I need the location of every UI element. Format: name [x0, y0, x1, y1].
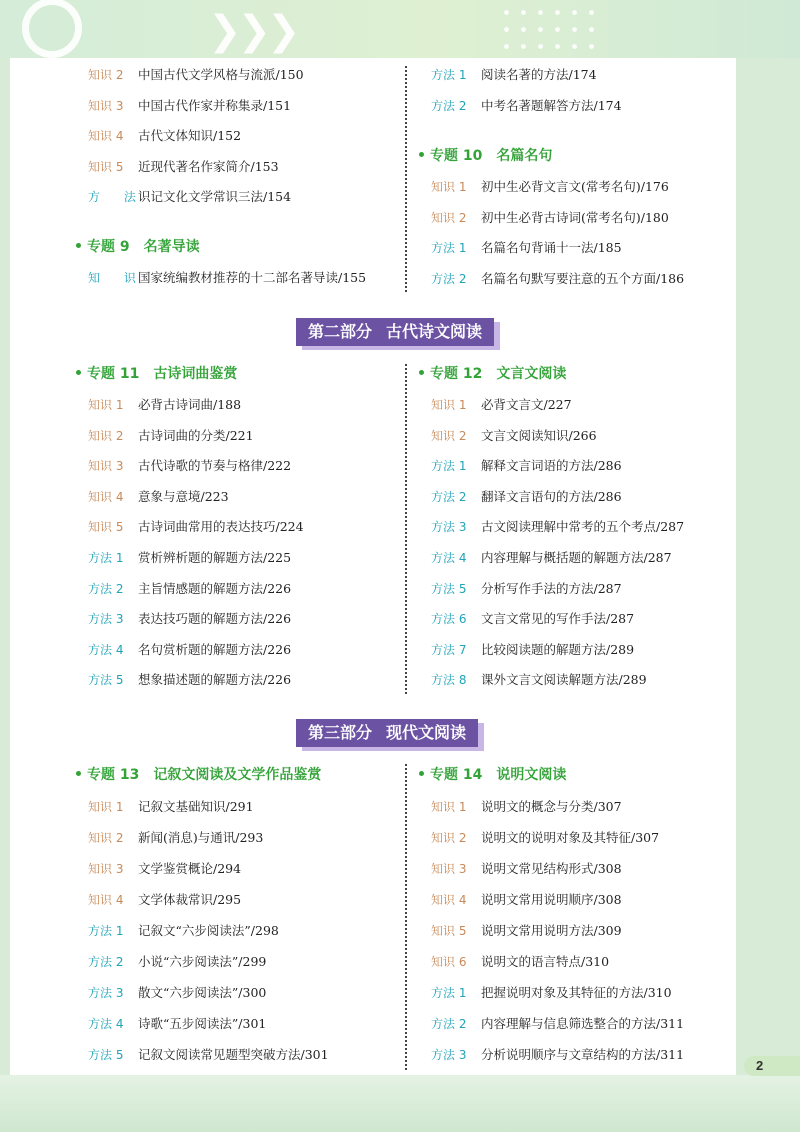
toc-entry — [431, 1016, 684, 1032]
entry-type-label: 知识 4 — [431, 893, 467, 907]
entry-title: 内容理解与信息筛选整合的方法/311 — [481, 1016, 685, 1031]
entry-type-label: 方法 1 — [431, 68, 467, 82]
entry-type-label: 方法 3 — [431, 1048, 467, 1062]
page-number: 2 — [744, 1056, 800, 1076]
bottom-decor-band — [0, 1075, 800, 1132]
toc-entry — [88, 519, 304, 535]
entry-title: 记叙文基础知识/291 — [138, 799, 254, 814]
entry-type-label: 知识 5 — [88, 159, 124, 174]
entry-type-label: 知识 3 — [431, 862, 467, 876]
entry-title: 小说“六步阅读法”/299 — [138, 954, 267, 969]
toc-entry — [431, 519, 684, 535]
entry-type-label: 知识 6 — [431, 955, 467, 969]
entry-type-label: 知 识 — [88, 271, 146, 285]
entry-type-label: 方法 5 — [88, 673, 124, 688]
entry-title: 近现代著名作家简介/153 — [138, 158, 279, 174]
entry-title: 诗歌“五步阅读法”/301 — [138, 1016, 267, 1031]
topic-number: 专题 9 — [87, 239, 130, 255]
toc-entry — [88, 397, 241, 413]
entry-title: 初中生必背文言文(常考名句)/176 — [481, 179, 669, 194]
entry-title: 翻译文言语句的方法/286 — [481, 488, 622, 504]
entry-title: 中国古代作家并称集录/151 — [138, 97, 292, 113]
entry-type-label: 方法 7 — [431, 642, 467, 657]
toc-entry — [88, 642, 291, 658]
entry-type-label: 方法 2 — [431, 1017, 467, 1031]
entry-type-label: 方法 1 — [431, 986, 467, 1000]
topic-name: 名篇名句 — [496, 148, 553, 164]
entry-title: 意象与意境/223 — [138, 488, 229, 504]
entry-title: 中国古代文学风格与流派/150 — [138, 67, 304, 82]
entry-type-label: 知识 2 — [431, 210, 467, 225]
entry-title: 名句赏析题的解题方法/226 — [138, 641, 292, 657]
entry-title: 古诗词曲常用的表达技巧/224 — [138, 519, 304, 535]
toc-entry — [88, 1047, 329, 1063]
toc-entry — [88, 159, 279, 175]
toc-entry — [431, 799, 622, 815]
toc-entry — [431, 240, 622, 256]
toc-entry — [88, 189, 291, 205]
entry-title: 名篇名句背诵十一法/185 — [481, 240, 622, 256]
entry-title: 古代诗歌的节奏与格律/222 — [138, 458, 292, 474]
toc-entry — [88, 1016, 266, 1032]
topic-name: 文言文阅读 — [496, 366, 567, 382]
entry-type-label: 方法 2 — [88, 581, 124, 596]
topic-name: 记叙文阅读及文学作品鉴赏 — [153, 767, 322, 783]
bullet-dot-icon — [419, 152, 424, 157]
topic-heading — [76, 238, 200, 256]
entry-type-label: 知识 1 — [88, 800, 124, 814]
entry-title: 想象描述题的解题方法/226 — [138, 672, 292, 688]
entry-type-label: 知识 2 — [431, 428, 467, 443]
entry-type-label: 方法 2 — [431, 271, 467, 286]
toc-entry — [88, 954, 266, 970]
toc-entry — [88, 672, 291, 688]
toc-entry — [88, 861, 241, 877]
topic-heading — [76, 766, 321, 784]
topic-number: 专题 10 — [430, 148, 483, 164]
toc-entry — [88, 923, 279, 939]
entry-type-label: 方法 2 — [431, 489, 467, 504]
toc-entry — [88, 581, 291, 597]
entry-title: 说明文常见结构形式/308 — [481, 861, 622, 876]
toc-entry — [88, 98, 291, 114]
toc-entry — [88, 985, 266, 1001]
entry-title: 文学鉴赏概论/294 — [138, 861, 242, 876]
entry-type-label: 方法 4 — [88, 1017, 124, 1031]
entry-type-label: 方法 2 — [88, 955, 124, 969]
entry-type-label: 方法 3 — [88, 986, 124, 1000]
part-label: 第二部分 — [308, 322, 373, 341]
toc-entry — [88, 799, 254, 815]
part-title: 古代诗文阅读 — [386, 322, 483, 341]
topic-number: 专题 13 — [87, 767, 140, 783]
entry-type-label: 知识 3 — [88, 98, 124, 113]
entry-title: 说明文常用说明顺序/308 — [481, 892, 622, 907]
toc-entry — [431, 954, 609, 970]
entry-type-label: 方法 4 — [431, 551, 467, 565]
entry-type-label: 知识 4 — [88, 489, 124, 504]
entry-type-label: 方法 4 — [88, 642, 124, 657]
entry-type-label: 知识 4 — [88, 129, 124, 144]
toc-entry — [431, 271, 684, 287]
entry-title: 主旨情感题的解题方法/226 — [138, 580, 292, 596]
topic-name: 古诗词曲鉴赏 — [153, 366, 238, 382]
entry-title: 说明文的概念与分类/307 — [481, 799, 622, 814]
entry-type-label: 知识 2 — [431, 831, 467, 845]
entry-type-label: 方法 1 — [431, 459, 467, 474]
entry-title: 比较阅读题的解题方法/289 — [481, 641, 635, 657]
toc-entry — [431, 489, 622, 505]
entry-type-label: 方法 5 — [431, 581, 467, 596]
toc-entry — [431, 861, 622, 877]
dots-decoration — [498, 4, 598, 56]
topic-name: 名著导读 — [143, 239, 200, 255]
entry-type-label: 知识 4 — [88, 893, 124, 907]
entry-title: 古文阅读理解中常考的五个考点/287 — [481, 519, 685, 535]
entry-title: 解释文言词语的方法/286 — [481, 458, 622, 474]
entry-type-label: 方法 6 — [431, 612, 467, 627]
entry-title: 文学体裁常识/295 — [138, 892, 242, 907]
entry-type-label: 方法 1 — [88, 924, 124, 938]
toc-entry — [431, 830, 659, 846]
toc-entry — [431, 98, 622, 114]
entry-title: 分析写作手法的方法/287 — [481, 580, 622, 596]
chevrons-decoration: ❯❯❯ — [208, 8, 297, 54]
entry-title: 说明文的说明对象及其特征/307 — [481, 830, 660, 845]
bullet-dot-icon — [76, 370, 81, 375]
entry-title: 表达技巧题的解题方法/226 — [138, 611, 292, 627]
toc-entry — [431, 1047, 684, 1063]
part-label: 第三部分 — [308, 723, 373, 742]
toc-entry — [431, 985, 672, 1001]
toc-entry — [88, 892, 241, 908]
entry-type-label: 知识 2 — [88, 428, 124, 443]
toc-entry — [431, 892, 622, 908]
entry-type-label: 方法 3 — [431, 520, 467, 535]
entry-title: 把握说明对象及其特征的方法/310 — [481, 985, 672, 1000]
ring-decoration — [22, 0, 82, 58]
bullet-dot-icon — [76, 771, 81, 776]
topic-heading — [419, 147, 552, 165]
entry-title: 赏析辨析题的解题方法/225 — [138, 550, 292, 565]
topic-number: 专题 14 — [430, 767, 483, 783]
entry-type-label: 方法 8 — [431, 673, 467, 688]
entry-type-label: 方 法 — [88, 190, 146, 205]
bullet-dot-icon — [419, 771, 424, 776]
topic-number: 专题 12 — [430, 366, 483, 382]
toc-entry — [431, 179, 669, 195]
entry-type-label: 知识 1 — [431, 180, 467, 194]
entry-type-label: 方法 3 — [88, 612, 124, 627]
column-divider — [405, 66, 407, 292]
topic-name: 说明文阅读 — [496, 767, 567, 783]
entry-title: 文言文阅读知识/266 — [481, 427, 597, 443]
part-title: 现代文阅读 — [386, 723, 467, 742]
toc-entry — [88, 128, 241, 144]
bullet-dot-icon — [419, 370, 424, 375]
entry-type-label: 方法 2 — [431, 98, 467, 113]
entry-title: 记叙文“六步阅读法”/298 — [138, 923, 279, 938]
toc-entry — [431, 397, 572, 413]
entry-title: 国家统编教材推荐的十二部名著导读/155 — [138, 270, 367, 285]
toc-entry — [88, 270, 366, 286]
entry-type-label: 知识 5 — [431, 924, 467, 938]
topic-heading — [419, 365, 566, 383]
entry-title: 名篇名句默写要注意的五个方面/186 — [481, 270, 685, 286]
toc-entry — [88, 67, 304, 83]
entry-type-label: 知识 5 — [88, 520, 124, 535]
toc-entry — [88, 489, 229, 505]
entry-title: 阅读名著的方法/174 — [481, 67, 597, 82]
entry-title: 古代文体知识/152 — [138, 128, 242, 144]
entry-type-label: 知识 3 — [88, 862, 124, 876]
toc-entry — [88, 428, 254, 444]
topic-heading — [419, 766, 566, 784]
toc-entry — [431, 672, 647, 688]
entry-title: 说明文的语言特点/310 — [481, 954, 610, 969]
entry-title: 分析说明顺序与文章结构的方法/311 — [481, 1047, 685, 1062]
entry-type-label: 知识 3 — [88, 459, 124, 474]
topic-number: 专题 11 — [87, 366, 140, 382]
toc-entry — [431, 581, 622, 597]
entry-type-label: 知识 1 — [431, 398, 467, 412]
toc-entry — [88, 458, 291, 474]
entry-title: 必背古诗词曲/188 — [138, 397, 242, 412]
entry-title: 文言文常见的写作手法/287 — [481, 611, 635, 627]
entry-title: 识记文化文学常识三法/154 — [138, 189, 292, 205]
toc-entry — [431, 67, 597, 83]
toc-entry — [88, 611, 291, 627]
toc-entry — [431, 611, 634, 627]
column-divider — [405, 364, 407, 694]
toc-entry — [431, 923, 622, 939]
entry-title: 新闻(消息)与通讯/293 — [138, 830, 264, 845]
column-divider — [405, 764, 407, 1070]
entry-type-label: 方法 1 — [88, 551, 124, 565]
topic-heading — [76, 365, 237, 383]
entry-type-label: 方法 5 — [88, 1048, 124, 1062]
entry-title: 内容理解与概括题的解题方法/287 — [481, 550, 672, 565]
toc-entry — [88, 550, 291, 566]
entry-title: 初中生必背古诗词(常考名句)/180 — [481, 209, 669, 225]
part-heading — [296, 719, 478, 747]
toc-entry — [431, 458, 622, 474]
entry-type-label: 知识 2 — [88, 68, 124, 82]
entry-title: 说明文常用说明方法/309 — [481, 923, 622, 938]
entry-title: 古诗词曲的分类/221 — [138, 427, 254, 443]
entry-title: 课外文言文阅读解题方法/289 — [481, 672, 647, 688]
entry-title: 记叙文阅读常见题型突破方法/301 — [138, 1047, 329, 1062]
part-heading — [296, 318, 494, 346]
toc-entry — [431, 210, 669, 226]
entry-type-label: 方法 1 — [431, 241, 467, 256]
toc-entry — [88, 830, 263, 846]
bullet-dot-icon — [76, 243, 81, 248]
toc-entry — [431, 550, 672, 566]
entry-title: 中考名著题解答方法/174 — [481, 97, 622, 113]
entry-title: 散文“六步阅读法”/300 — [138, 985, 267, 1000]
entry-type-label: 知识 2 — [88, 831, 124, 845]
entry-title: 必背文言文/227 — [481, 397, 572, 412]
entry-type-label: 知识 1 — [431, 800, 467, 814]
toc-entry — [431, 428, 597, 444]
top-decor-band — [0, 0, 800, 58]
toc-entry — [431, 642, 634, 658]
entry-type-label: 知识 1 — [88, 398, 124, 412]
